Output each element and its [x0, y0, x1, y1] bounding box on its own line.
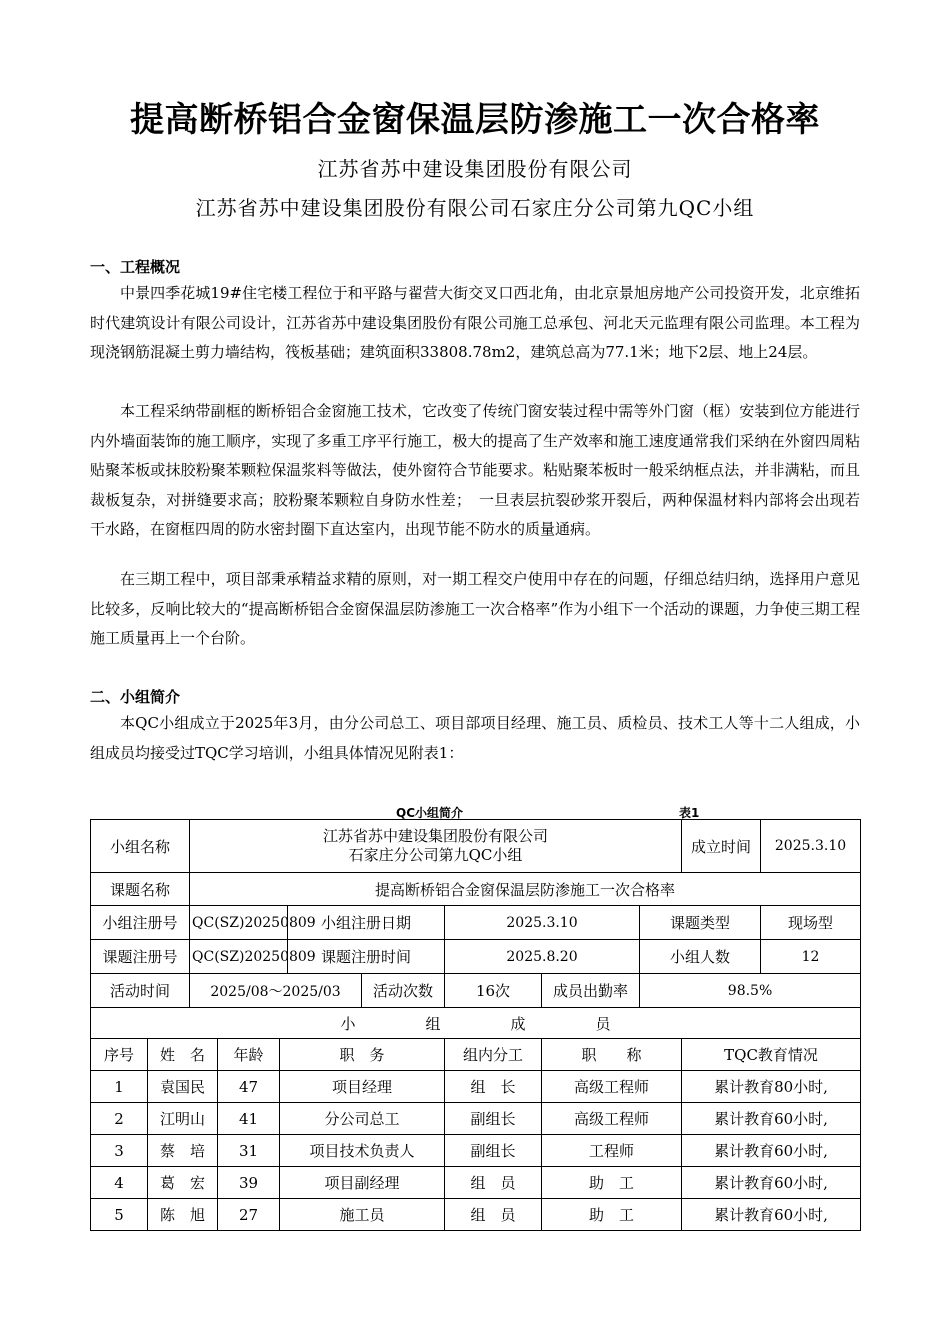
value-topic-type: 现场型: [761, 906, 861, 940]
member-tqc: 累计教育60小时,: [682, 1103, 861, 1135]
label-topic-name: 课题名称: [91, 873, 190, 906]
row-members-header: [91, 1008, 861, 1039]
col-header-role: 组内分工: [445, 1039, 542, 1071]
member-name: 蔡 培: [148, 1135, 218, 1167]
table-row: [91, 1199, 861, 1231]
section-1-paragraph-1: 中景四季花城19#住宅楼工程位于和平路与翟营大街交叉口西北角，由北京景旭房地产公司投资开发，北京维拓时代建筑设计有限公司设计，江苏省苏中建设集团股份有限公司施工总承包、河北天元监理有限公司监理。本工程为现浇钢筋混凝土剪力墙结构，筏板基础；建筑面积33808.78m2，建筑总高为77.1米；地下2层、地上24层。: [90, 284, 860, 361]
table-number: 表1: [679, 806, 700, 820]
members-header-text: 小组成员: [340, 1014, 681, 1033]
section-1-heading: 一、工程概况: [90, 258, 181, 276]
label-activity-time: 活动时间: [91, 974, 190, 1008]
value-attendance: 98.5%: [640, 974, 861, 1008]
member-name: 江明山: [148, 1103, 218, 1135]
value-member-count: 12: [761, 940, 861, 974]
member-position: 项目技术负责人: [280, 1135, 445, 1167]
group-name-line-2: 石家庄分公司第九QC小组: [348, 846, 523, 864]
value-group-name: [190, 820, 682, 873]
member-name: 袁国民: [148, 1071, 218, 1103]
qc-group-table: [90, 819, 861, 1231]
row-topic-name: [91, 873, 861, 906]
value-activity-time: 2025/08～2025/03: [190, 974, 362, 1008]
section-2-paragraph: 本QC小组成立于2025年3月，由分公司总工、项目部项目经理、施工员、质检员、技术工人等十二人组成，小组成员均接受过TQC学习培训，小组具体情况见附表1：: [90, 714, 860, 762]
row-activity: [91, 974, 861, 1008]
section-2-heading: 二、小组简介: [90, 688, 181, 706]
row-topic-registration: [91, 940, 861, 974]
label-topic-reg-no: 课题注册号: [91, 940, 190, 974]
value-founded: 2025.3.10: [761, 820, 861, 873]
member-role: 组 员: [445, 1199, 542, 1231]
label-member-count: 小组人数: [640, 940, 761, 974]
member-tqc: 累计教育60小时,: [682, 1135, 861, 1167]
member-age: 31: [218, 1135, 280, 1167]
member-age: 39: [218, 1167, 280, 1199]
member-title: 高级工程师: [542, 1071, 682, 1103]
label-activity-times: 活动次数: [362, 974, 445, 1008]
member-tqc: 累计教育60小时,: [682, 1199, 861, 1231]
member-position: 分公司总工: [280, 1103, 445, 1135]
table-row: [91, 1135, 861, 1167]
member-no: 5: [91, 1199, 148, 1231]
member-role: 副组长: [445, 1135, 542, 1167]
member-position: 项目经理: [280, 1071, 445, 1103]
member-tqc: 累计教育80小时,: [682, 1071, 861, 1103]
group-name-line-1: 江苏省苏中建设集团股份有限公司: [323, 827, 549, 845]
member-age: 47: [218, 1071, 280, 1103]
members-column-headers: [91, 1039, 861, 1071]
label-reg-no: 小组注册号: [91, 906, 190, 940]
qc-group-name: 江苏省苏中建设集团股份有限公司石家庄分公司第九QC小组: [195, 196, 755, 220]
member-title: 高级工程师: [542, 1103, 682, 1135]
section-1-paragraph-3: 在三期工程中，项目部秉承精益求精的原则，对一期工程交户使用中存在的问题，仔细总结归纳，选择用户意见比较多，反响比较大的“提高断桥铝合金窗保温层防渗施工一次合格率”作为小组下一个活动的课题，力争使三期工程施工质量再上一个台阶。: [90, 570, 860, 647]
row-group-name: [91, 820, 861, 873]
member-title: 工程师: [542, 1135, 682, 1167]
value-topic-name: 提高断桥铝合金窗保温层防渗施工一次合格率: [190, 873, 861, 906]
document-title: 提高断桥铝合金窗保温层防渗施工一次合格率: [130, 100, 820, 140]
label-attendance: 成员出勤率: [542, 974, 640, 1008]
value-topic-reg-no: QC(SZ)20250809: [190, 940, 288, 974]
col-header-no: 序号: [91, 1039, 148, 1071]
member-tqc: 累计教育60小时,: [682, 1167, 861, 1199]
member-role: 组 长: [445, 1071, 542, 1103]
col-header-age: 年龄: [218, 1039, 280, 1071]
table-row: [91, 1103, 861, 1135]
member-title: 助 工: [542, 1199, 682, 1231]
value-activity-times: 16次: [445, 974, 542, 1008]
table-row: [91, 1071, 861, 1103]
members-section-header: [91, 1008, 861, 1039]
member-no: 2: [91, 1103, 148, 1135]
label-group-name: 小组名称: [91, 820, 190, 873]
col-header-position: 职 务: [280, 1039, 445, 1071]
table-row: [91, 1167, 861, 1199]
member-role: 组 员: [445, 1167, 542, 1199]
member-position: 项目副经理: [280, 1167, 445, 1199]
member-title: 助 工: [542, 1167, 682, 1199]
value-reg-date: 2025.3.10: [445, 906, 640, 940]
member-name: 葛 宏: [148, 1167, 218, 1199]
col-header-tqc: TQC教育情况: [682, 1039, 861, 1071]
member-no: 4: [91, 1167, 148, 1199]
member-name: 陈 旭: [148, 1199, 218, 1231]
label-reg-date: 小组注册日期: [288, 906, 445, 940]
col-header-name: 姓 名: [148, 1039, 218, 1071]
label-founded: 成立时间: [682, 820, 761, 873]
table-caption: QC小组简介: [396, 806, 464, 820]
value-topic-reg-time: 2025.8.20: [445, 940, 640, 974]
label-topic-reg-time: 课题注册时间: [288, 940, 445, 974]
label-topic-type: 课题类型: [640, 906, 761, 940]
member-age: 41: [218, 1103, 280, 1135]
member-role: 副组长: [445, 1103, 542, 1135]
member-no: 3: [91, 1135, 148, 1167]
value-reg-no: QC(SZ)20250809: [190, 906, 288, 940]
member-position: 施工员: [280, 1199, 445, 1231]
col-header-title: 职 称: [542, 1039, 682, 1071]
section-1-paragraph-2: 本工程采纳带副框的断桥铝合金窗施工技术，它改变了传统门窗安装过程中需等外门窗（框）安装到位方能进行内外墙面装饰的施工顺序，实现了多重工序平行施工，极大的提高了生产效率和施工速度通常我们采纳在外窗四周粘贴聚苯板或抹胶粉聚苯颗粒保温浆料等做法，使外窗符合节能要求。粘贴聚苯板时一般采纳框点法，并非满粘，而且裁板复杂，对拼缝要求高；胶粉聚苯颗粒自身防水性差； 一旦表层抗裂砂浆开裂后，两种保温材料内部将会出现若干水路，在窗框四周的防水密封圈下直达室内，出现节能不防水的质量通病。: [90, 402, 860, 538]
member-no: 1: [91, 1071, 148, 1103]
row-registration: [91, 906, 861, 940]
company-name: 江苏省苏中建设集团股份有限公司: [317, 157, 633, 181]
member-age: 27: [218, 1199, 280, 1231]
